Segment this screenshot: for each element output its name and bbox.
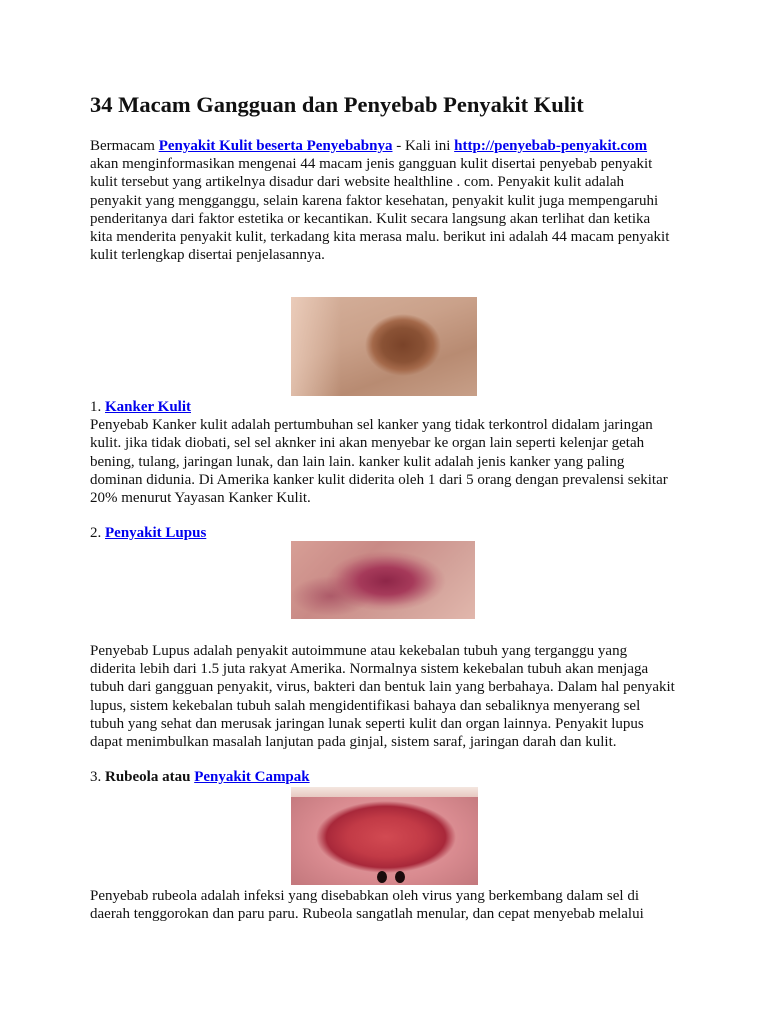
measles-throat-image [291,787,478,885]
section-line: daerah tenggorokan dan paru paru. Rubeola sangatlah menular, dan cepat menyebab melalui [90,906,644,923]
section-campak-body [90,887,690,923]
intro-line: akan menginformasikan mengenai 44 macam jenis gangguan kulit disertai penyebab penyakit [90,156,653,173]
intro-prefix: Bermacam [90,138,159,154]
section-line: bening, tulang, jaringan lunak, dan lain lain. kanker kulit adalah jenis kanker yang paling [90,453,625,470]
intro-line: kita menderita penyakit kulit, terkadang kita merasa malu. berikut ini adalah 44 macam penyakit [90,229,670,246]
section-bold-prefix: Rubeola atau [105,769,195,785]
link-kanker-kulit[interactable]: Kanker Kulit [105,399,191,415]
section-line: lupus, sistem kekebalan tubuh salah mengidentifikasi bahaya dan sebaliknya menyerang sel [90,697,641,714]
section-kanker-kulit [90,398,690,507]
intro-middle: - Kali ini [392,138,455,154]
section-line: tubuh yang sehat dan merusak jaringan lunak seperti kulit dan organ lainnya. Penyakit lupus [90,715,644,732]
link-penyakit-lupus[interactable]: Penyakit Lupus [105,525,207,541]
section-line: dapat menimbulkan masalah lanjutan pada ginjal, sistem saraf, jaringan darah dan kulit. [90,734,617,751]
lupus-rash-image [291,541,475,619]
section-line: Penyebab rubeola adalah infeksi yang disebabkan oleh virus yang berkembang dalam sel di [90,888,639,904]
section-line: Penyebab Lupus adalah penyakit autoimmune atau kekebalan tubuh yang terganggu yang [90,643,628,659]
link-penyakit-campak[interactable]: Penyakit Campak [194,769,310,785]
page-title: 34 Macam Gangguan dan Penyebab Penyakit Kulit [90,92,584,117]
link-penyakit-kulit[interactable]: Penyakit Kulit beserta Penyebabnya [158,138,393,154]
section-line: 20% menurut Yayasan Kanker Kulit. [90,490,311,507]
section-campak-heading [90,768,690,786]
intro-line: kulit tersebut yang artikelnya disadur dari website healthline . com. Penyakit kulit adalah [90,174,625,191]
section-line: tubuh dari gangguan penyakit, virus, bakteri dan bentuk lain yang berbahaya. Dalam hal penyakit [90,679,675,696]
intro-line: kulit terlengkap disertai penjelasannya. [90,247,325,264]
mole-skin-image [291,297,477,396]
section-line: kulit. jika tidak diobati, sel sel aknker ini akan menyebar ke organ lain seperti kelenjar getah [90,435,645,452]
section-heading [90,398,690,416]
section-lupus-body [90,642,690,751]
section-line: diderita lebih dari 1.5 juta rakyat Amerika. Normalnya sistem kekebalan tubuh akan menjaga [90,661,649,678]
section-number: 2. [90,525,105,541]
section-line: dominan didunia. Di Amerika kanker kulit diderita oleh 1 dari 5 orang dengan prevalensi sekitar [90,471,668,488]
intro-first-line [90,137,690,155]
section-number: 1. [90,399,105,415]
section-line: Penyebab Kanker kulit adalah pertumbuhan sel kanker yang tidak terkontrol didalam jaringan [90,417,653,434]
link-website[interactable]: http://penyebab-penyakit.com [454,138,648,154]
intro-paragraph [90,137,690,264]
intro-line: penderitanya dari faktor estetika or kecantikan. Kulit secara langsung akan terlihat dan ketika [90,210,651,227]
section-lupus-heading [90,524,690,542]
section-number: 3. [90,769,105,785]
intro-line: penyakit yang mengganggu, selain karena faktor kesehatan, penyakit kulit juga mempengaruhi [90,192,659,209]
